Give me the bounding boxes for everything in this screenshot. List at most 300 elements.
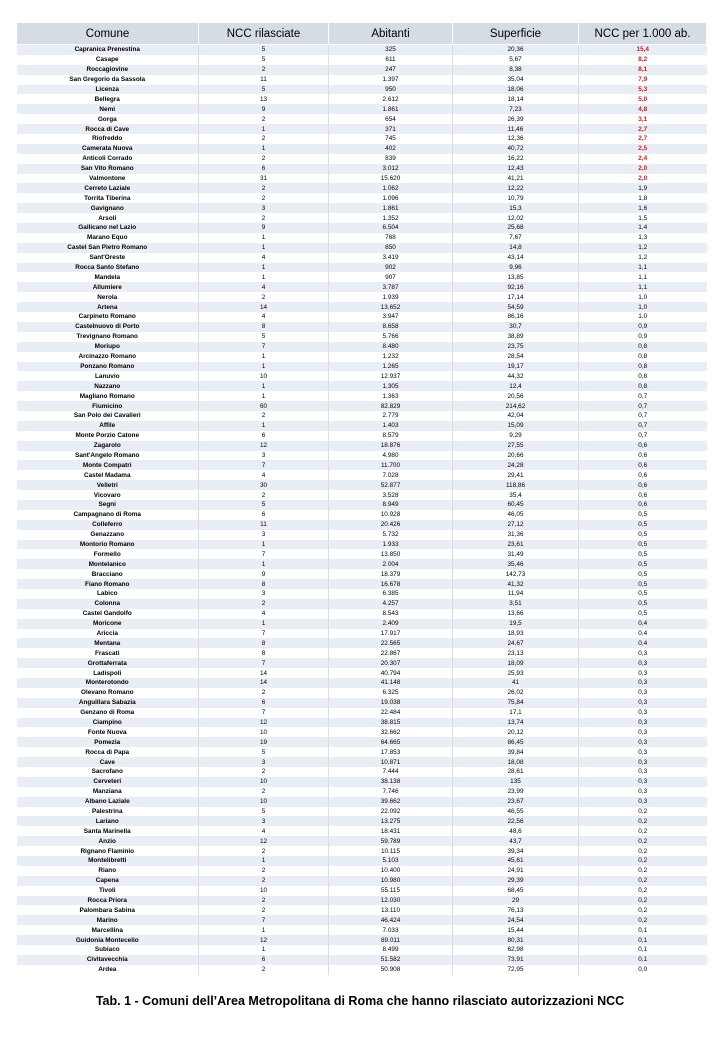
table-row (17, 727, 707, 737)
cell-comune: Manziana (17, 787, 199, 797)
cell-superficie: 7,23 (453, 104, 579, 114)
cell-ncc-rilasciate: 5 (199, 45, 329, 55)
cell-abitanti: 8.579 (329, 431, 453, 441)
cell-abitanti: 41.148 (329, 678, 453, 688)
cell-ncc-per-1000: 0,2 (579, 896, 707, 906)
table-row (17, 55, 707, 65)
cell-abitanti: 55.115 (329, 886, 453, 896)
cell-abitanti: 82.829 (329, 401, 453, 411)
cell-abitanti: 1.861 (329, 104, 453, 114)
cell-ncc-rilasciate: 10 (199, 886, 329, 896)
cell-ncc-rilasciate: 1 (199, 945, 329, 955)
cell-comune: Torrita Tiberina (17, 193, 199, 203)
cell-comune: San Polo dei Cavalieri (17, 411, 199, 421)
cell-comune: Artena (17, 302, 199, 312)
cell-ncc-per-1000: 0,6 (638, 471, 648, 479)
cell-comune: Colonna (17, 599, 199, 609)
cell-ncc-per-1000: 1,1 (638, 273, 648, 281)
cell-ncc-per-1000: 0,8 (638, 353, 648, 361)
cell-superficie: 29,39 (453, 876, 579, 886)
cell-abitanti: 907 (329, 272, 453, 282)
table-row (17, 302, 707, 312)
cell-ncc-per-1000: 2,7 (579, 124, 707, 134)
cell-abitanti: 22.484 (329, 708, 453, 718)
cell-comune: Roccagiovine (17, 65, 199, 75)
cell-abitanti: 50.908 (329, 965, 453, 975)
table-row (17, 203, 707, 213)
cell-superficie: 23,61 (453, 540, 579, 550)
cell-ncc-rilasciate: 2 (199, 134, 329, 144)
cell-abitanti: 18.379 (329, 569, 453, 579)
cell-superficie: 20,36 (453, 45, 579, 55)
cell-ncc-per-1000: 0,8 (579, 362, 707, 372)
cell-abitanti: 611 (329, 55, 453, 65)
cell-comune: Cerveteri (17, 777, 199, 787)
table-row (17, 718, 707, 728)
cell-superficie: 31,49 (453, 549, 579, 559)
cell-superficie: 60,45 (453, 500, 579, 510)
cell-ncc-rilasciate: 10 (199, 727, 329, 737)
table-row (17, 599, 707, 609)
cell-ncc-per-1000: 0,5 (638, 590, 648, 598)
header-superficie: Superficie (453, 23, 579, 45)
cell-ncc-per-1000: 0,3 (638, 728, 648, 736)
cell-comune: Tivoli (17, 886, 199, 896)
cell-ncc-per-1000: 1,6 (579, 203, 707, 213)
cell-comune: Colleferro (17, 520, 199, 530)
cell-superficie: 18,14 (453, 94, 579, 104)
cell-superficie: 19,17 (453, 362, 579, 372)
cell-abitanti: 402 (329, 144, 453, 154)
cell-ncc-rilasciate: 2 (199, 688, 329, 698)
cell-superficie: 43,14 (453, 253, 579, 263)
cell-ncc-rilasciate: 2 (199, 292, 329, 302)
cell-ncc-per-1000: 0,2 (638, 906, 648, 914)
cell-superficie: 13,66 (453, 609, 579, 619)
cell-ncc-per-1000: 0,2 (579, 915, 707, 925)
cell-abitanti: 6.325 (329, 688, 453, 698)
cell-abitanti: 8.480 (329, 342, 453, 352)
cell-ncc-per-1000: 4,8 (579, 104, 707, 114)
cell-superficie: 20,66 (453, 451, 579, 461)
cell-comune: Lanuvio (17, 371, 199, 381)
cell-comune: Affile (17, 421, 199, 431)
table-row (17, 45, 707, 55)
cell-abitanti: 22.565 (329, 638, 453, 648)
cell-ncc-rilasciate: 14 (199, 668, 329, 678)
cell-abitanti: 8.543 (329, 609, 453, 619)
cell-comune: Marino (17, 915, 199, 925)
cell-comune: Capena (17, 876, 199, 886)
cell-ncc-rilasciate: 10 (199, 777, 329, 787)
cell-comune: Mandela (17, 272, 199, 282)
cell-comune: Olevano Romano (17, 688, 199, 698)
cell-superficie: 44,32 (453, 371, 579, 381)
cell-ncc-per-1000: 0,3 (638, 649, 648, 657)
table-body (17, 45, 707, 975)
table-row (17, 480, 707, 490)
table-row (17, 767, 707, 777)
cell-abitanti: 2.779 (329, 411, 453, 421)
cell-ncc-rilasciate: 4 (199, 470, 329, 480)
cell-comune: Fiano Romano (17, 579, 199, 589)
cell-comune: Cerreto Laziale (17, 183, 199, 193)
cell-comune: Sant'Angelo Romano (17, 451, 199, 461)
cell-abitanti: 51.582 (329, 955, 453, 965)
cell-comune: Frascati (17, 648, 199, 658)
cell-ncc-rilasciate: 2 (199, 490, 329, 500)
cell-ncc-rilasciate: 19 (199, 737, 329, 747)
cell-abitanti: 52.877 (329, 480, 453, 490)
cell-comune: Arcinazzo Romano (17, 352, 199, 362)
cell-comune: Cave (17, 757, 199, 767)
cell-ncc-rilasciate: 3 (199, 589, 329, 599)
cell-abitanti: 8.499 (329, 945, 453, 955)
cell-comune: Montelibretti (17, 856, 199, 866)
cell-comune: Palombara Sabina (17, 905, 199, 915)
table-row (17, 708, 707, 718)
table-row (17, 223, 707, 233)
table-row (17, 272, 707, 282)
table-row (17, 619, 707, 629)
table-row (17, 322, 707, 332)
cell-ncc-rilasciate: 4 (199, 253, 329, 263)
cell-comune: Guidonia Montecelio (17, 935, 199, 945)
table-row (17, 569, 707, 579)
cell-abitanti: 3.528 (329, 490, 453, 500)
cell-abitanti: 59.789 (329, 836, 453, 846)
table-row (17, 757, 707, 767)
cell-superficie: 31,36 (453, 530, 579, 540)
cell-ncc-per-1000: 7,9 (638, 76, 648, 84)
cell-ncc-per-1000: 0,9 (638, 333, 648, 341)
cell-superficie: 13,85 (453, 272, 579, 282)
cell-ncc-per-1000: 1,5 (638, 214, 648, 222)
cell-superficie: 18,08 (453, 757, 579, 767)
cell-abitanti: 7.033 (329, 925, 453, 935)
cell-ncc-rilasciate: 1 (199, 619, 329, 629)
cell-ncc-rilasciate: 14 (199, 678, 329, 688)
cell-abitanti: 950 (329, 85, 453, 95)
cell-comune: Ciampino (17, 718, 199, 728)
table-row (17, 886, 707, 896)
cell-comune: Castel Madama (17, 470, 199, 480)
cell-ncc-rilasciate: 12 (199, 836, 329, 846)
cell-superficie: 41,32 (453, 579, 579, 589)
cell-superficie: 11,94 (453, 589, 579, 599)
table-row (17, 876, 707, 886)
cell-ncc-rilasciate: 2 (199, 767, 329, 777)
cell-comune: Riofreddo (17, 134, 199, 144)
cell-superficie: 9,96 (453, 263, 579, 273)
cell-superficie: 62,98 (453, 945, 579, 955)
header-ncc-per-1000: NCC per 1.000 ab. (579, 23, 707, 45)
table-row (17, 233, 707, 243)
cell-abitanti: 4.980 (329, 451, 453, 461)
cell-ncc-rilasciate: 8 (199, 322, 329, 332)
cell-comune: Formello (17, 549, 199, 559)
cell-ncc-per-1000: 0,1 (638, 946, 648, 954)
cell-abitanti: 12.937 (329, 371, 453, 381)
cell-superficie: 27,12 (453, 520, 579, 530)
cell-ncc-per-1000: 2,4 (638, 155, 648, 163)
cell-abitanti: 64.665 (329, 737, 453, 747)
cell-superficie: 28,54 (453, 352, 579, 362)
cell-ncc-rilasciate: 7 (199, 342, 329, 352)
cell-ncc-rilasciate: 5 (199, 747, 329, 757)
cell-ncc-per-1000: 0,7 (638, 392, 648, 400)
cell-comune: Rocca Santo Stefano (17, 263, 199, 273)
cell-superficie: 10,79 (453, 193, 579, 203)
cell-ncc-per-1000: 0,8 (579, 342, 707, 352)
cell-abitanti: 8.658 (329, 322, 453, 332)
cell-ncc-per-1000: 0,5 (638, 550, 648, 558)
table-row (17, 579, 707, 589)
cell-ncc-rilasciate: 11 (199, 75, 329, 85)
cell-ncc-per-1000: 0,2 (579, 816, 707, 826)
cell-superficie: 19,5 (453, 619, 579, 629)
cell-superficie: 29,41 (453, 470, 579, 480)
table-row (17, 431, 707, 441)
cell-superficie: 29 (453, 896, 579, 906)
cell-abitanti: 1.096 (329, 193, 453, 203)
table-row (17, 816, 707, 826)
cell-ncc-per-1000: 0,7 (579, 421, 707, 431)
cell-comune: Monterotondo (17, 678, 199, 688)
cell-ncc-rilasciate: 10 (199, 371, 329, 381)
cell-superficie: 15,3 (453, 203, 579, 213)
cell-ncc-rilasciate: 1 (199, 391, 329, 401)
cell-abitanti: 850 (329, 243, 453, 253)
cell-ncc-rilasciate: 4 (199, 282, 329, 292)
cell-ncc-per-1000: 0,3 (579, 718, 707, 728)
cell-ncc-rilasciate: 2 (199, 65, 329, 75)
cell-comune: Castelnuovo di Porto (17, 322, 199, 332)
table-row (17, 668, 707, 678)
cell-ncc-per-1000: 0,3 (579, 757, 707, 767)
cell-ncc-rilasciate: 3 (199, 757, 329, 767)
table-row (17, 451, 707, 461)
cell-comune: Moricone (17, 619, 199, 629)
cell-ncc-per-1000: 3,1 (638, 115, 648, 123)
cell-ncc-per-1000: 0,8 (579, 381, 707, 391)
cell-superficie: 18,09 (453, 658, 579, 668)
cell-ncc-per-1000: 0,1 (579, 935, 707, 945)
cell-comune: Lariano (17, 816, 199, 826)
table-row (17, 124, 707, 134)
cell-ncc-rilasciate: 4 (199, 826, 329, 836)
cell-ncc-rilasciate: 14 (199, 302, 329, 312)
cell-comune: Albano Laziale (17, 797, 199, 807)
table-row (17, 915, 707, 925)
cell-abitanti: 1.232 (329, 352, 453, 362)
table-row (17, 698, 707, 708)
table-row (17, 411, 707, 421)
cell-comune: Fiumicino (17, 401, 199, 411)
cell-abitanti: 10.400 (329, 866, 453, 876)
cell-ncc-rilasciate: 12 (199, 718, 329, 728)
cell-comune: Subiaco (17, 945, 199, 955)
cell-ncc-rilasciate: 5 (199, 807, 329, 817)
cell-abitanti: 11.700 (329, 460, 453, 470)
cell-superficie: 142,73 (453, 569, 579, 579)
cell-abitanti: 1.861 (329, 203, 453, 213)
table-row (17, 401, 707, 411)
cell-ncc-per-1000: 1,0 (638, 293, 648, 301)
cell-ncc-rilasciate: 1 (199, 144, 329, 154)
cell-abitanti: 5.103 (329, 856, 453, 866)
cell-superficie: 23,99 (453, 787, 579, 797)
cell-superficie: 26,02 (453, 688, 579, 698)
cell-abitanti: 1.397 (329, 75, 453, 85)
cell-ncc-rilasciate: 1 (199, 559, 329, 569)
cell-superficie: 18,93 (453, 629, 579, 639)
table-row (17, 470, 707, 480)
cell-ncc-rilasciate: 4 (199, 609, 329, 619)
cell-comune: Bellegra (17, 94, 199, 104)
cell-ncc-per-1000: 0,3 (638, 669, 648, 677)
table-row (17, 945, 707, 955)
cell-superficie: 86,45 (453, 737, 579, 747)
table-row (17, 460, 707, 470)
cell-superficie: 22,56 (453, 816, 579, 826)
cell-abitanti: 10.115 (329, 846, 453, 856)
cell-superficie: 5,67 (453, 55, 579, 65)
table-row (17, 955, 707, 965)
cell-ncc-rilasciate: 2 (199, 193, 329, 203)
cell-abitanti: 20.426 (329, 520, 453, 530)
cell-ncc-rilasciate: 6 (199, 698, 329, 708)
table-row (17, 530, 707, 540)
table-row (17, 352, 707, 362)
table-row (17, 312, 707, 322)
cell-ncc-per-1000: 0,2 (638, 827, 648, 835)
cell-superficie: 35,4 (453, 490, 579, 500)
cell-superficie: 12,36 (453, 134, 579, 144)
cell-ncc-rilasciate: 2 (199, 114, 329, 124)
cell-superficie: 135 (453, 777, 579, 787)
cell-ncc-per-1000: 1,0 (579, 302, 707, 312)
cell-comune: Ponzano Romano (17, 362, 199, 372)
cell-superficie: 41,21 (453, 174, 579, 184)
cell-abitanti: 32.662 (329, 727, 453, 737)
cell-superficie: 28,61 (453, 767, 579, 777)
cell-comune: Trevignano Romano (17, 332, 199, 342)
cell-comune: Anzio (17, 836, 199, 846)
cell-abitanti: 6.504 (329, 223, 453, 233)
cell-ncc-rilasciate: 3 (199, 530, 329, 540)
cell-superficie: 23,67 (453, 797, 579, 807)
table-row (17, 183, 707, 193)
cell-ncc-per-1000: 0,2 (638, 867, 648, 875)
table-row (17, 193, 707, 203)
cell-ncc-rilasciate: 3 (199, 816, 329, 826)
cell-comune: Riano (17, 866, 199, 876)
cell-ncc-rilasciate: 6 (199, 164, 329, 174)
cell-ncc-per-1000: 0,9 (579, 322, 707, 332)
cell-comune: Marcellina (17, 925, 199, 935)
table-row (17, 787, 707, 797)
cell-abitanti: 22.867 (329, 648, 453, 658)
cell-superficie: 30,7 (453, 322, 579, 332)
cell-comune: Bracciano (17, 569, 199, 579)
cell-comune: Ariccia (17, 629, 199, 639)
table-row (17, 154, 707, 164)
table-row (17, 629, 707, 639)
cell-ncc-rilasciate: 6 (199, 955, 329, 965)
cell-superficie: 68,45 (453, 886, 579, 896)
cell-superficie: 17,14 (453, 292, 579, 302)
cell-superficie: 54,59 (453, 302, 579, 312)
cell-comune: Campagnano di Roma (17, 510, 199, 520)
cell-ncc-rilasciate: 2 (199, 154, 329, 164)
cell-comune: Monte Porzio Catone (17, 431, 199, 441)
cell-abitanti: 89.011 (329, 935, 453, 945)
cell-abitanti: 3.419 (329, 253, 453, 263)
cell-comune: San Gregorio da Sassola (17, 75, 199, 85)
cell-superficie: 15,09 (453, 421, 579, 431)
cell-ncc-rilasciate: 7 (199, 915, 329, 925)
cell-comune: Ardea (17, 965, 199, 975)
cell-ncc-per-1000: 8,2 (638, 56, 648, 64)
table-row (17, 332, 707, 342)
cell-ncc-rilasciate: 2 (199, 905, 329, 915)
table-row (17, 243, 707, 253)
cell-abitanti: 20.307 (329, 658, 453, 668)
table-row (17, 134, 707, 144)
cell-ncc-per-1000: 0,6 (579, 480, 707, 490)
cell-comune: Monte Compatri (17, 460, 199, 470)
cell-abitanti: 40.794 (329, 668, 453, 678)
cell-abitanti: 1.933 (329, 540, 453, 550)
cell-abitanti: 6.385 (329, 589, 453, 599)
cell-comune: Santa Marinella (17, 826, 199, 836)
cell-ncc-rilasciate: 5 (199, 55, 329, 65)
cell-ncc-per-1000: 0,5 (579, 540, 707, 550)
table-row (17, 807, 707, 817)
cell-ncc-per-1000: 0,5 (579, 579, 707, 589)
table-row (17, 65, 707, 75)
cell-ncc-per-1000: 1,1 (579, 282, 707, 292)
cell-ncc-rilasciate: 2 (199, 846, 329, 856)
cell-superficie: 92,16 (453, 282, 579, 292)
cell-abitanti: 38.138 (329, 777, 453, 787)
cell-ncc-per-1000: 5,3 (579, 85, 707, 95)
table-row (17, 520, 707, 530)
table-row (17, 362, 707, 372)
cell-ncc-per-1000: 0,2 (579, 836, 707, 846)
cell-superficie: 12,22 (453, 183, 579, 193)
cell-superficie: 86,16 (453, 312, 579, 322)
cell-ncc-per-1000: 0,3 (638, 748, 648, 756)
cell-superficie: 13,74 (453, 718, 579, 728)
cell-comune: Castel Gandolfo (17, 609, 199, 619)
table-caption: Tab. 1 - Comuni dell’Area Metropolitana di Roma che hanno rilasciato autorizzazioni NCC (95, 994, 625, 1008)
cell-ncc-per-1000: 0,6 (638, 491, 648, 499)
cell-comune: Rocca di Papa (17, 747, 199, 757)
cell-abitanti: 1.352 (329, 213, 453, 223)
cell-ncc-per-1000: 15,4 (579, 45, 707, 55)
cell-ncc-per-1000: 0,3 (638, 768, 648, 776)
table-row (17, 85, 707, 95)
table-row (17, 441, 707, 451)
cell-ncc-rilasciate: 2 (199, 411, 329, 421)
cell-comune: Rocca Priora (17, 896, 199, 906)
cell-abitanti: 5.732 (329, 530, 453, 540)
cell-ncc-rilasciate: 2 (199, 213, 329, 223)
cell-ncc-per-1000: 1,2 (638, 254, 648, 262)
cell-superficie: 40,72 (453, 144, 579, 154)
